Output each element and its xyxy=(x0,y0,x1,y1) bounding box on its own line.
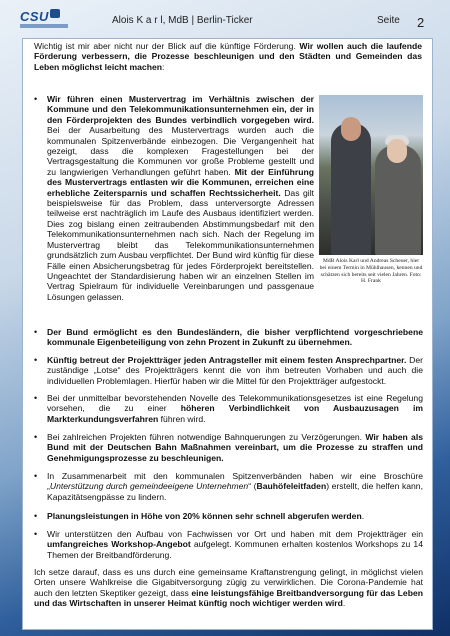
list-item xyxy=(47,529,423,560)
list-item-bold: umfangreiches Workshop-Angebot xyxy=(47,539,191,550)
list-item-text: Das gilt beispielsweise für das Problem, dass unterversorgte Adressen teilweise erst nachträglich im Laufe des Ausbaus identifiziert werden. Dies zog bislang einen zeitraubenden Abstimmungsbedarf mit den Telekommunikationsunternehmen nach sich. Nach der Regelung im Mustervertrag bleibt das Telekommunikationsunternehmen grundsätzlich zum Ausbau verpflichtet. Der Bund wird künftig für diese Fälle einen Absicherungsbetrag für jedes Förderprojekt bereitstellen. Ungeachtet der Standardisierung haben wir an einzelnen Stellen im Vertrag Spielraum für individuelle Vereinbarungen und passgenaue Lösungen gelassen. xyxy=(47,187,314,302)
list-item-bold: Planungsleistungen in Höhe von 20% können sehr schnell abgerufen werden xyxy=(47,511,362,521)
person-left xyxy=(331,123,371,255)
list-item xyxy=(47,94,314,302)
csu-logo xyxy=(20,9,68,33)
bullet-icon: • xyxy=(34,432,38,442)
list-item-text: Wir unterstützen den Aufbau von Fachwissen vor Ort und haben mit dem Projektträger ein xyxy=(47,529,423,539)
closing-bold: eine leistungsfähige Breitbandversorgung für das Leben und das Wirtschaften in unserer Heimat künftig noch wichtiger werden wird xyxy=(34,587,423,609)
list-item xyxy=(47,393,423,424)
bullet-icon: • xyxy=(34,94,38,104)
lion-icon xyxy=(50,9,60,18)
page-label: Seite xyxy=(377,15,400,26)
list-item-text: ) erstellt, die helfen kann, Kapazitätsengpässe zu lindern. xyxy=(47,481,423,502)
photo-politicians xyxy=(319,95,423,255)
intro-bold: Wir wollen auch die laufende Förderung verbessern, die Prozesse beschleunigen und den Städten und Gemeinden das Leben möglichst leicht machen xyxy=(34,41,422,72)
logo-underline xyxy=(20,24,68,28)
face-left xyxy=(341,117,361,141)
list-item-text: . xyxy=(361,511,365,521)
page-header xyxy=(0,0,450,38)
list-item-bold: Wir haben als Bund mit der Deutschen Bahn Maßnahmen vereinbart, um die Prozesse zu straffen und Genehmigungsprozesse zu beschleunigen. xyxy=(47,432,424,463)
logo-text: CSU xyxy=(20,9,49,24)
list-item xyxy=(47,355,423,386)
intro-end: : xyxy=(161,61,165,72)
closing-paragraph xyxy=(34,567,423,609)
list-item-text: “ ( xyxy=(248,481,257,492)
list-item-bold: Der Bund ermöglicht es den Bundesländern, die bisher verpflichtend vorgeschriebene kommunale Eigenbeteiligung von zehn Prozent in Zukunft zu übernehmen. xyxy=(47,327,423,348)
newsletter-title: Alois K a r l, MdB | Berlin-Ticker xyxy=(112,15,253,26)
list-item xyxy=(47,432,423,463)
list-item-text: Bei der Ausarbeitung des Mustervertrags wurden auch die kommunalen Spitzenverbände einbezogen. Die Vergangenheit hat gezeigt, dass die komplexen Fragestellungen bei der Vertragsgestaltung die Kommunen vor große Probleme gestellt und zu langwierigen Verhandlungen geführt haben. xyxy=(47,125,314,177)
list-item-bold: Bauhöfeleitfaden xyxy=(256,481,327,492)
bullet-icon: • xyxy=(34,529,38,539)
face-right xyxy=(387,139,407,163)
page-number: 2 xyxy=(417,15,425,30)
list-item-text: Der zuständige „Lotse“ des Projektträgers kennt die von ihm betreuten Vorhaben und auch die individuellen Problemlagen. Hierfür haben wir die Mittel für den Projektträger aufgestockt. xyxy=(47,355,423,386)
bullet-icon: • xyxy=(34,327,38,337)
list-item-bold: Wir führen einen Mustervertrag im Verhältnis zwischen der Kommune und den Telekommunikationsunternehmen ein, der in den Förderprojekten des Bundes verbindlich vorgegeben wird. xyxy=(47,94,314,125)
list-item-bold: höheren Verbindlichkeit von Ausbauzusagen im Markterkundungsverfahren xyxy=(47,403,423,424)
list-item xyxy=(47,471,423,502)
list-item-text: aufgelegt. Kommunen erhalten kostenlos Workshops zu 14 Themen der Breitbandförderung. xyxy=(47,539,423,560)
list-item-bold: Mit der Einführung des Mustervertrags entlasten wir die Kommunen, erreichen eine erhebliche Zeitersparnis und schaffen Rechtssicherheit. xyxy=(47,166,314,198)
list-item-text: Bei der unmittelbar bevorstehenden Novelle des Telekommunikationsgesetzes ist eine Regelung vorsehen, die zu einer xyxy=(47,393,423,414)
list-item-bold: Künftig betreut der Projektträger jeden Antragsteller mit einem festen Ansprechpartner. xyxy=(47,355,407,365)
list-item xyxy=(47,327,423,348)
closing-end: . xyxy=(342,598,346,609)
list-item-text: führen wird. xyxy=(158,413,206,424)
list-item xyxy=(47,511,423,521)
bullet-icon: • xyxy=(34,471,38,481)
list-item-text: Bei zahlreichen Projekten führen notwendige Bahnquerungen zu Verzögerungen. xyxy=(47,432,366,442)
bullet-icon: • xyxy=(34,511,38,521)
photo-caption: MdB Alois Karl und Andreas Scheuer, hier bei einem Termin in Mühlhausen, kennen und schätzen sich bereits seit vielen Jahren. Foto: H. Frank xyxy=(319,258,423,285)
list-item-text: In Zusammenarbeit mit den kommunalen Spitzenverbänden haben wir eine Broschüre „ xyxy=(47,471,423,492)
bullet-icon: • xyxy=(34,393,38,403)
brochure-title: Unterstützung durch gemeindeeigene Unternehmen xyxy=(49,481,249,492)
closing-text: Ich setze darauf, dass es uns durch eine gemeinsame Kraftanstrengung gelingt, in möglichst vielen Orten unsere Wahlkreise die Gigabitversorgung zügig zu verwirklichen. Die Corona-Pandemie hat auch den letzten Skeptiker gezeigt, dass xyxy=(34,567,423,598)
bullet-icon: • xyxy=(34,355,38,365)
intro-paragraph xyxy=(34,41,422,72)
intro-text: Wichtig ist mir aber nicht nur der Blick auf die künftige Förderung. xyxy=(34,41,300,51)
